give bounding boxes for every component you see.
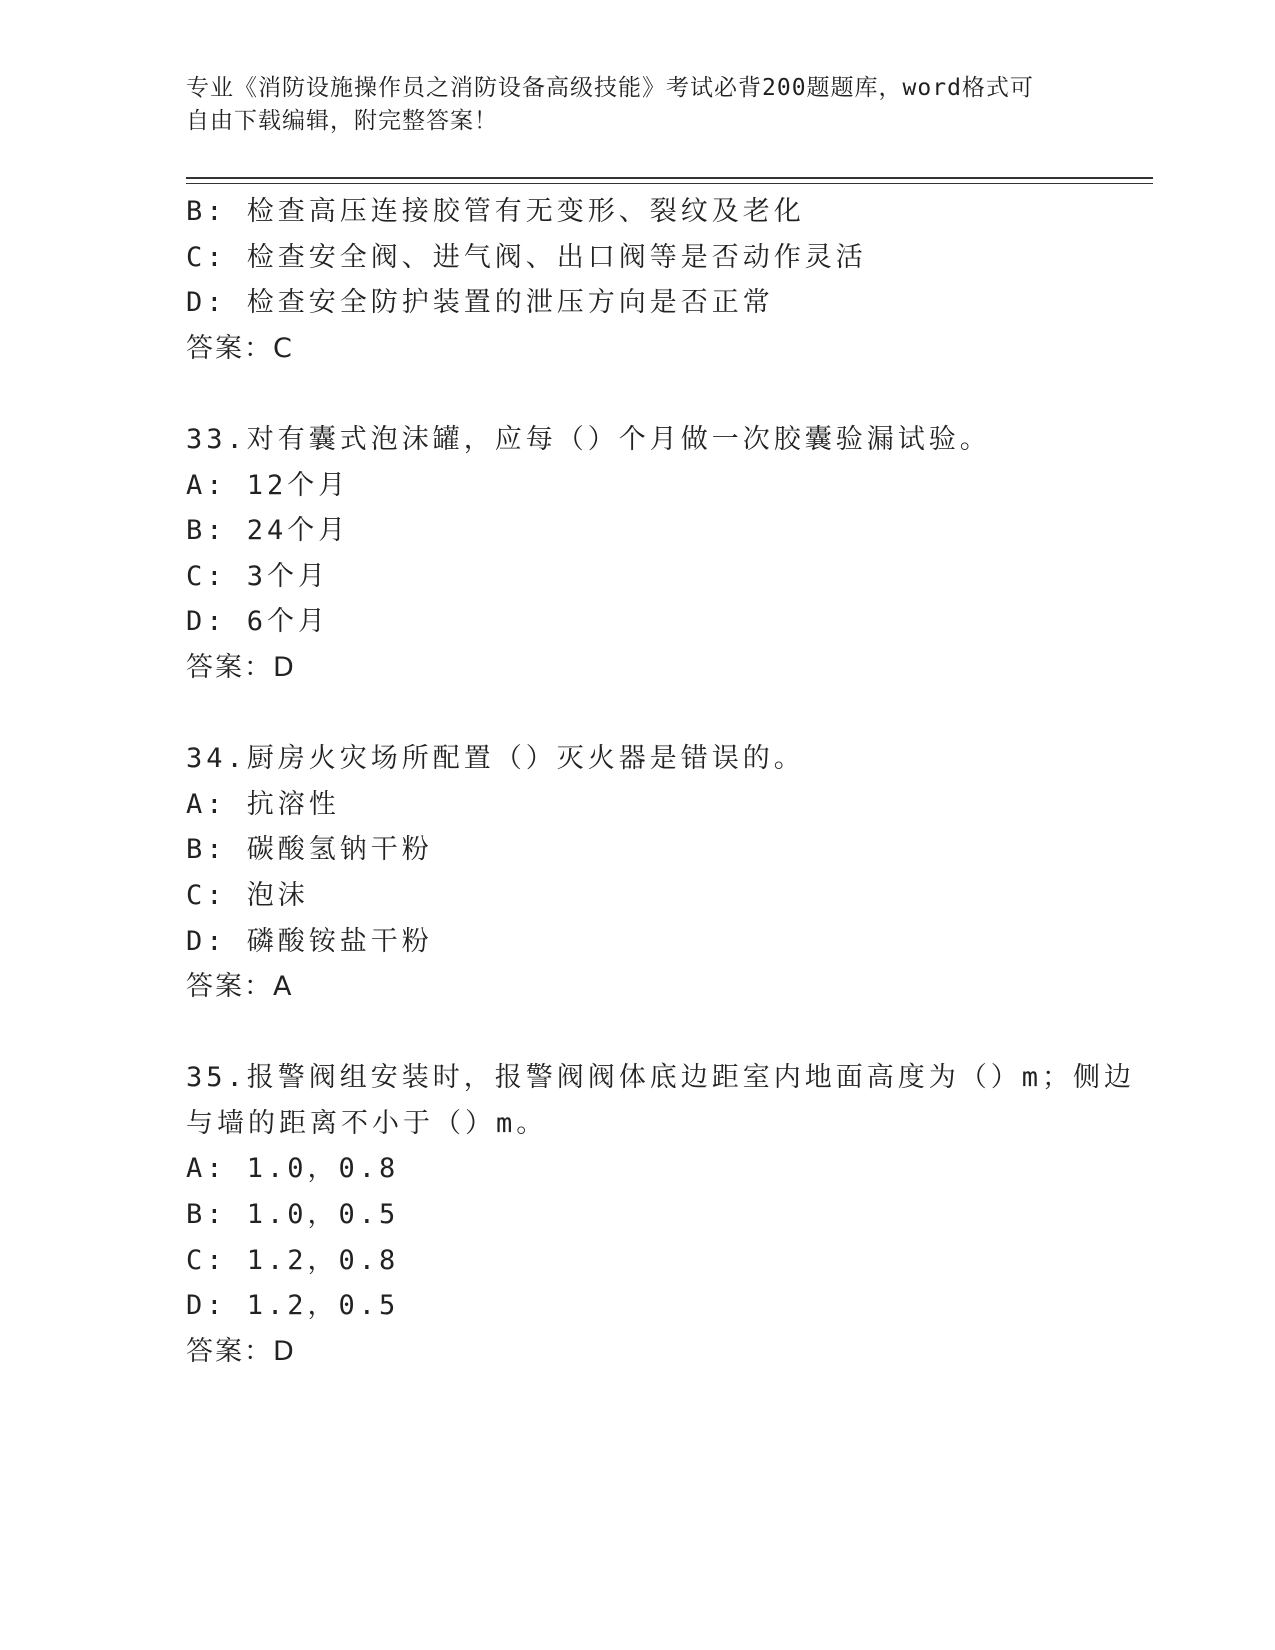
question-stem-line-2: 与墙的距离不小于（）m。 xyxy=(186,1107,548,1139)
option-a: A: 12个月 xyxy=(186,469,350,501)
spacer xyxy=(186,1010,1086,1056)
header-rule-thin xyxy=(186,183,1153,184)
option-c: C: 检查安全阀、进气阀、出口阀等是否动作灵活 xyxy=(186,241,867,273)
question-stem: 33.对有囊式泡沫罐，应每（）个月做一次胶囊验漏试验。 xyxy=(186,423,991,455)
option-d: D: 磷酸铵盐干粉 xyxy=(186,925,433,957)
prev-question xyxy=(186,189,1086,371)
option-b: B: 检查高压连接胶管有无变形、裂纹及老化 xyxy=(186,196,805,227)
question-stem: 34.厨房火灾场所配置（）灭火器是错误的。 xyxy=(186,743,805,775)
answer: 答案：D xyxy=(186,651,296,683)
option-d: D: 检查安全防护装置的泄压方向是否正常 xyxy=(186,287,774,319)
option-c: C: 泡沫 xyxy=(186,879,309,911)
question-stem-line-1: 35.报警阀组安装时，报警阀阀体底边距室内地面高度为（）m；侧边 xyxy=(186,1062,1136,1094)
spacer xyxy=(186,371,1086,417)
option-a: A: 抗溶性 xyxy=(186,788,340,820)
header-line-2: 自由下载编辑，附完整答案！ xyxy=(186,108,498,134)
header-rule-thick xyxy=(186,177,1153,179)
spacer xyxy=(186,691,1086,737)
option-b: B: 碳酸氢钠干粉 xyxy=(186,834,433,866)
option-b: B: 1.0，0.5 xyxy=(186,1199,400,1231)
answer: 答案：A xyxy=(186,971,294,1003)
answer: 答案：D xyxy=(186,1335,296,1367)
option-d: D: 1.2，0.5 xyxy=(186,1290,400,1322)
option-c: C: 1.2，0.8 xyxy=(186,1244,400,1276)
question-list xyxy=(186,189,1136,1374)
option-b: B: 24个月 xyxy=(186,515,350,547)
question-35 xyxy=(186,1055,1136,1374)
document-header xyxy=(186,72,1066,138)
option-d: D: 6个月 xyxy=(186,606,330,638)
option-a: A: 1.0，0.8 xyxy=(186,1153,400,1185)
answer: 答案：C xyxy=(186,332,294,364)
question-34 xyxy=(186,736,1086,1010)
option-c: C: 3个月 xyxy=(186,560,330,592)
header-line-1: 专业《消防设施操作员之消防设备高级技能》考试必背200题题库，word格式可 xyxy=(186,75,1034,101)
question-33 xyxy=(186,417,1086,691)
